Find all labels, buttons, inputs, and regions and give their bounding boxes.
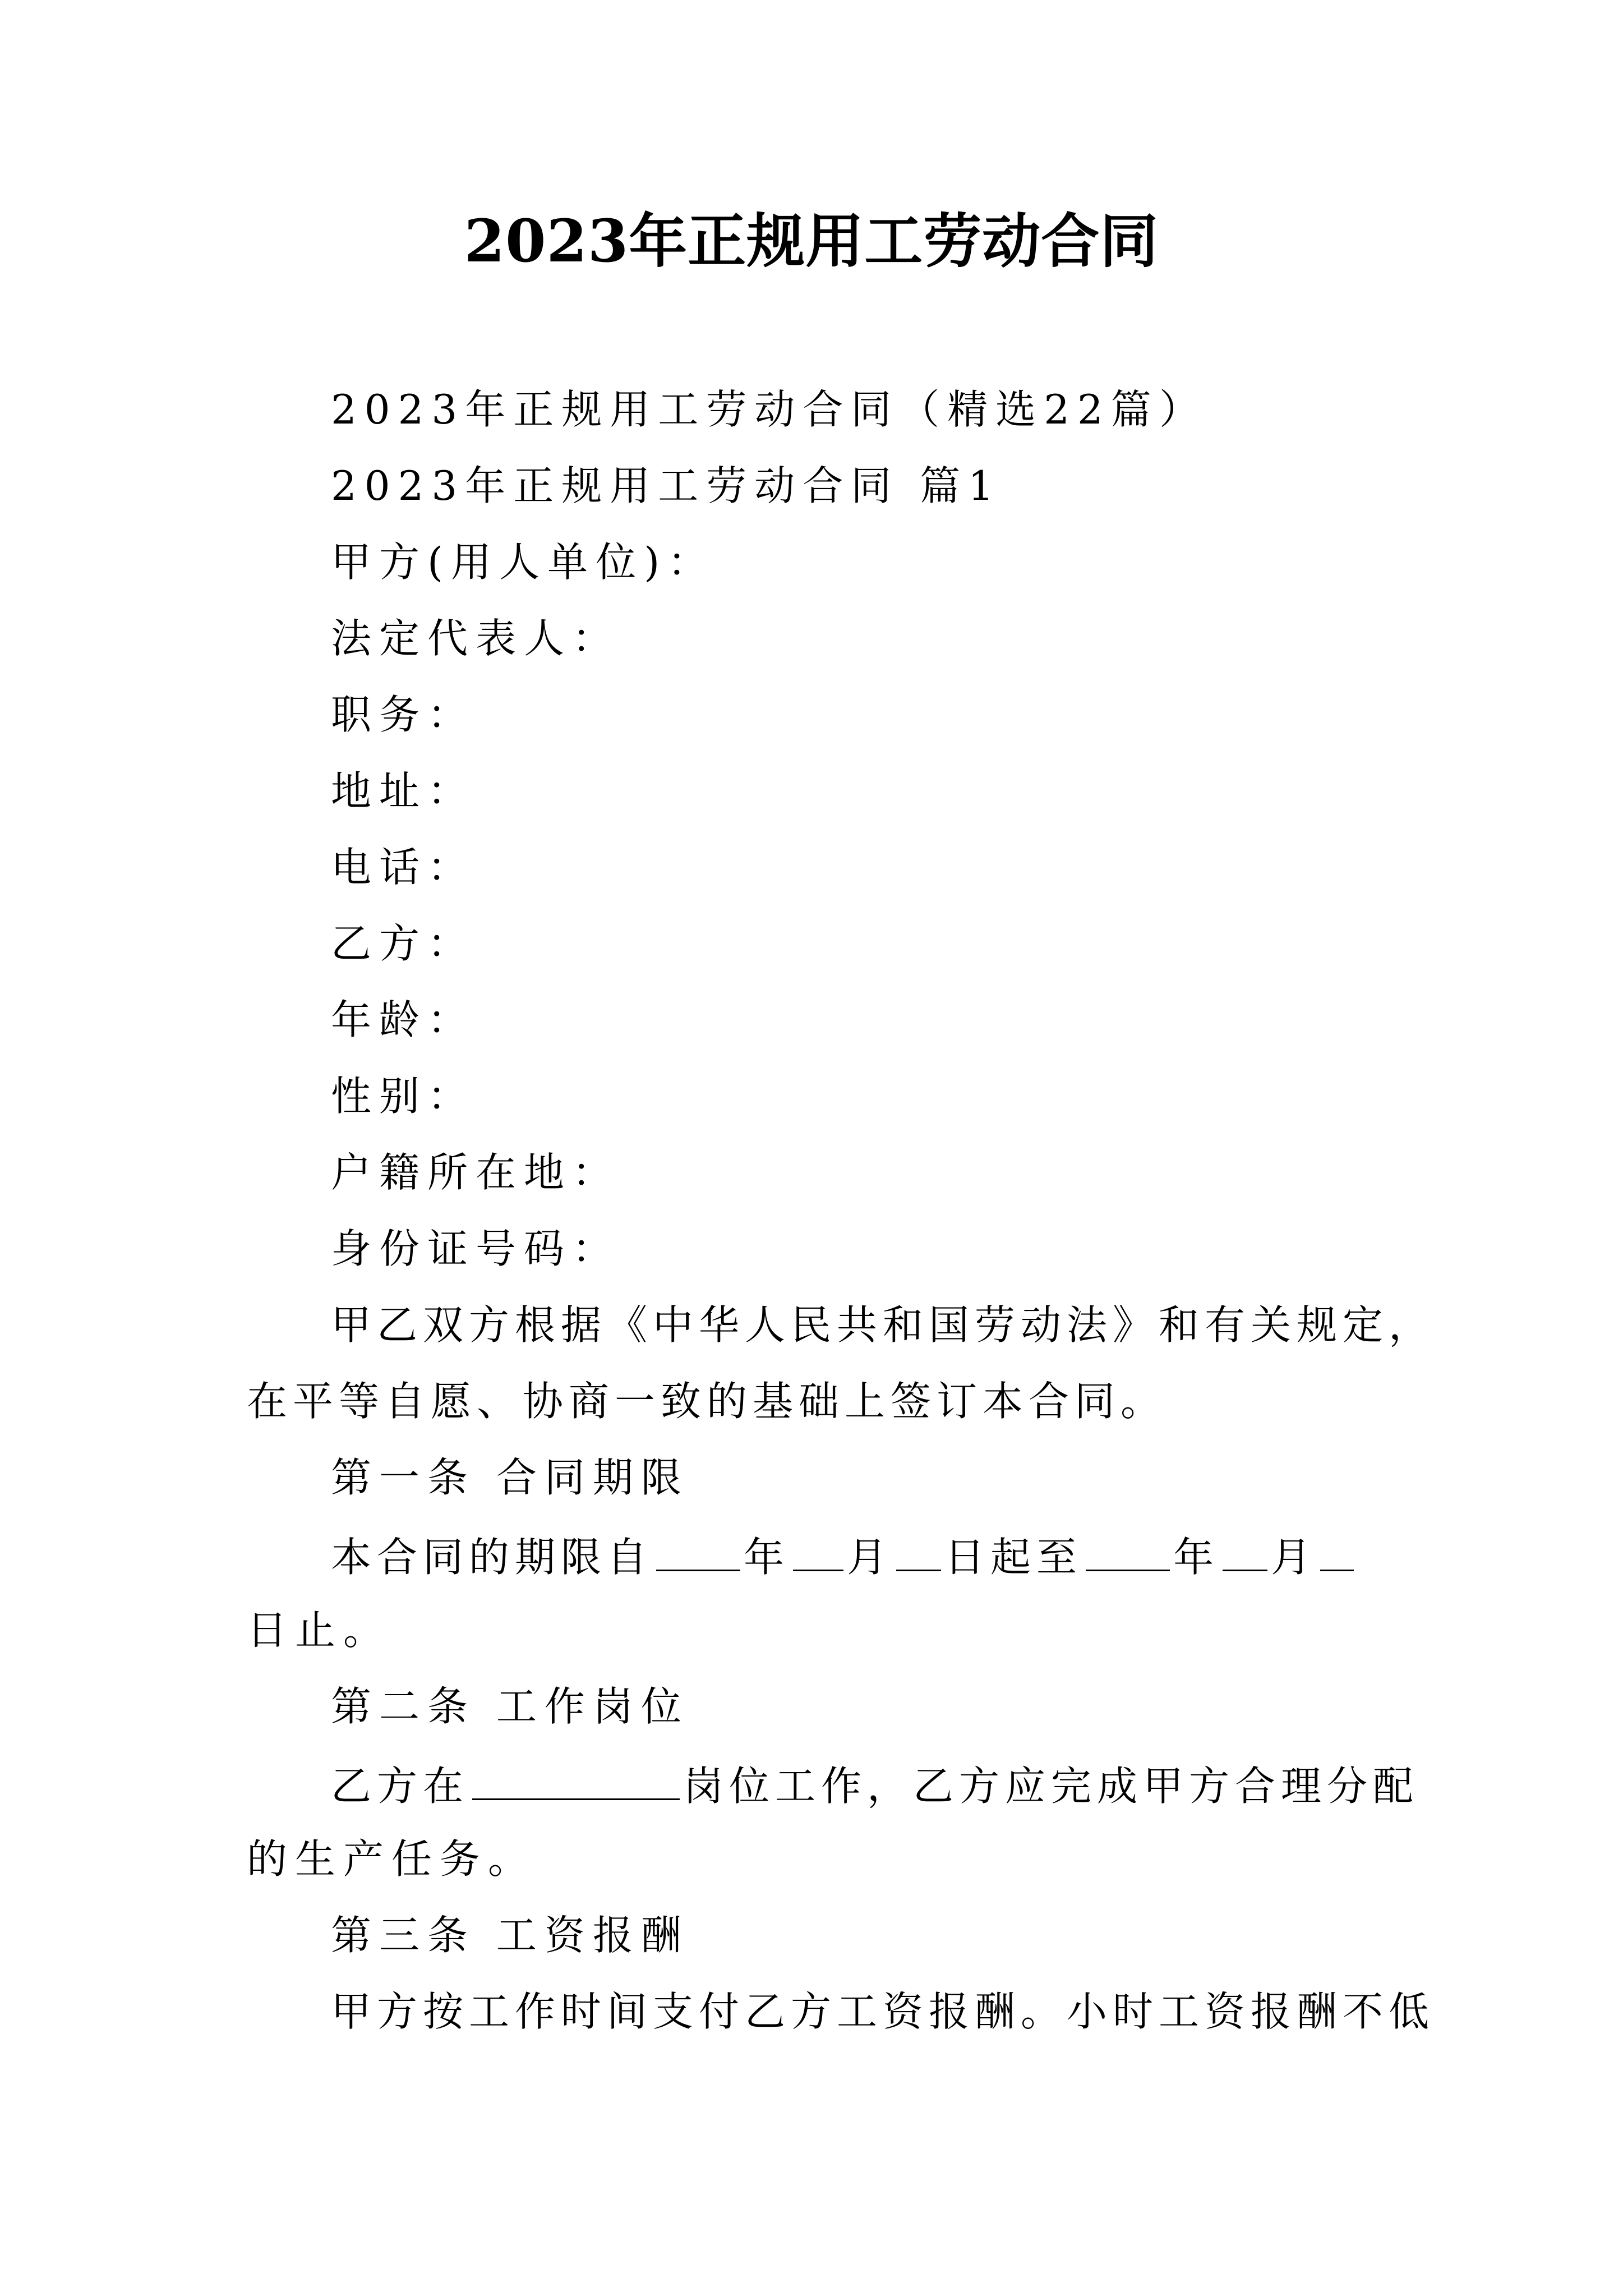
- field-position: 职务：: [331, 691, 476, 738]
- blank-start-month: [793, 1526, 843, 1571]
- field-address: 地址：: [331, 767, 476, 815]
- article-2-line-1: [331, 1755, 1419, 1814]
- article-1-text-d: 日起至: [944, 1534, 1083, 1581]
- article-3-heading: 第三条 工资报酬: [331, 1912, 689, 1959]
- article-1-text-c: 月: [847, 1534, 893, 1581]
- article-1-line-2: 日止。: [247, 1607, 392, 1654]
- field-household: 户籍所在地：: [331, 1149, 621, 1196]
- field-party-a: 甲方(用人单位)：: [331, 539, 716, 586]
- article-2-heading: 第二条 工作岗位: [331, 1683, 689, 1730]
- field-id-number: 身份证号码：: [331, 1225, 621, 1272]
- article-1-text-b: 年: [744, 1534, 790, 1581]
- blank-job-position: [472, 1755, 680, 1800]
- article-1-text-f: 月: [1271, 1534, 1317, 1581]
- article-1-text-a: 本合同的期限自: [331, 1534, 653, 1581]
- article-2-line-2: 的生产任务。: [247, 1835, 537, 1883]
- field-legal-rep: 法定代表人：: [331, 615, 621, 662]
- document-subtitle: 2023年正规用工劳动合同（精选22篇）: [331, 386, 1207, 433]
- blank-end-year: [1086, 1526, 1170, 1571]
- document-title: 2023年正规用工劳动合同: [464, 206, 1159, 275]
- section-heading: 2023年正规用工劳动合同 篇1: [331, 462, 1002, 509]
- blank-start-day: [896, 1526, 941, 1571]
- blank-start-year: [656, 1526, 740, 1571]
- blank-end-day: [1320, 1526, 1354, 1571]
- intro-line-2: 在平等自愿、协商一致的基础上签订本合同。: [247, 1378, 1167, 1425]
- intro-line-1: 甲乙双方根据《中华人民共和国劳动法》和有关规定，: [331, 1301, 1435, 1349]
- article-2-text-a: 乙方在: [331, 1763, 469, 1810]
- field-party-b: 乙方：: [331, 920, 476, 967]
- article-3-line-1: 甲方按工作时间支付乙方工资报酬。小时工资报酬不低: [331, 1988, 1435, 2035]
- field-phone: 电话：: [331, 844, 476, 891]
- article-2-text-b: 岗位工作，乙方应完成甲方合理分配: [683, 1763, 1419, 1810]
- article-1-heading: 第一条 合同期限: [331, 1454, 689, 1501]
- field-gender: 性别：: [331, 1073, 476, 1120]
- blank-end-month: [1223, 1526, 1267, 1571]
- article-1-text-e: 年: [1173, 1534, 1220, 1581]
- field-age: 年龄：: [331, 996, 476, 1043]
- article-1-line-1: [331, 1526, 1357, 1585]
